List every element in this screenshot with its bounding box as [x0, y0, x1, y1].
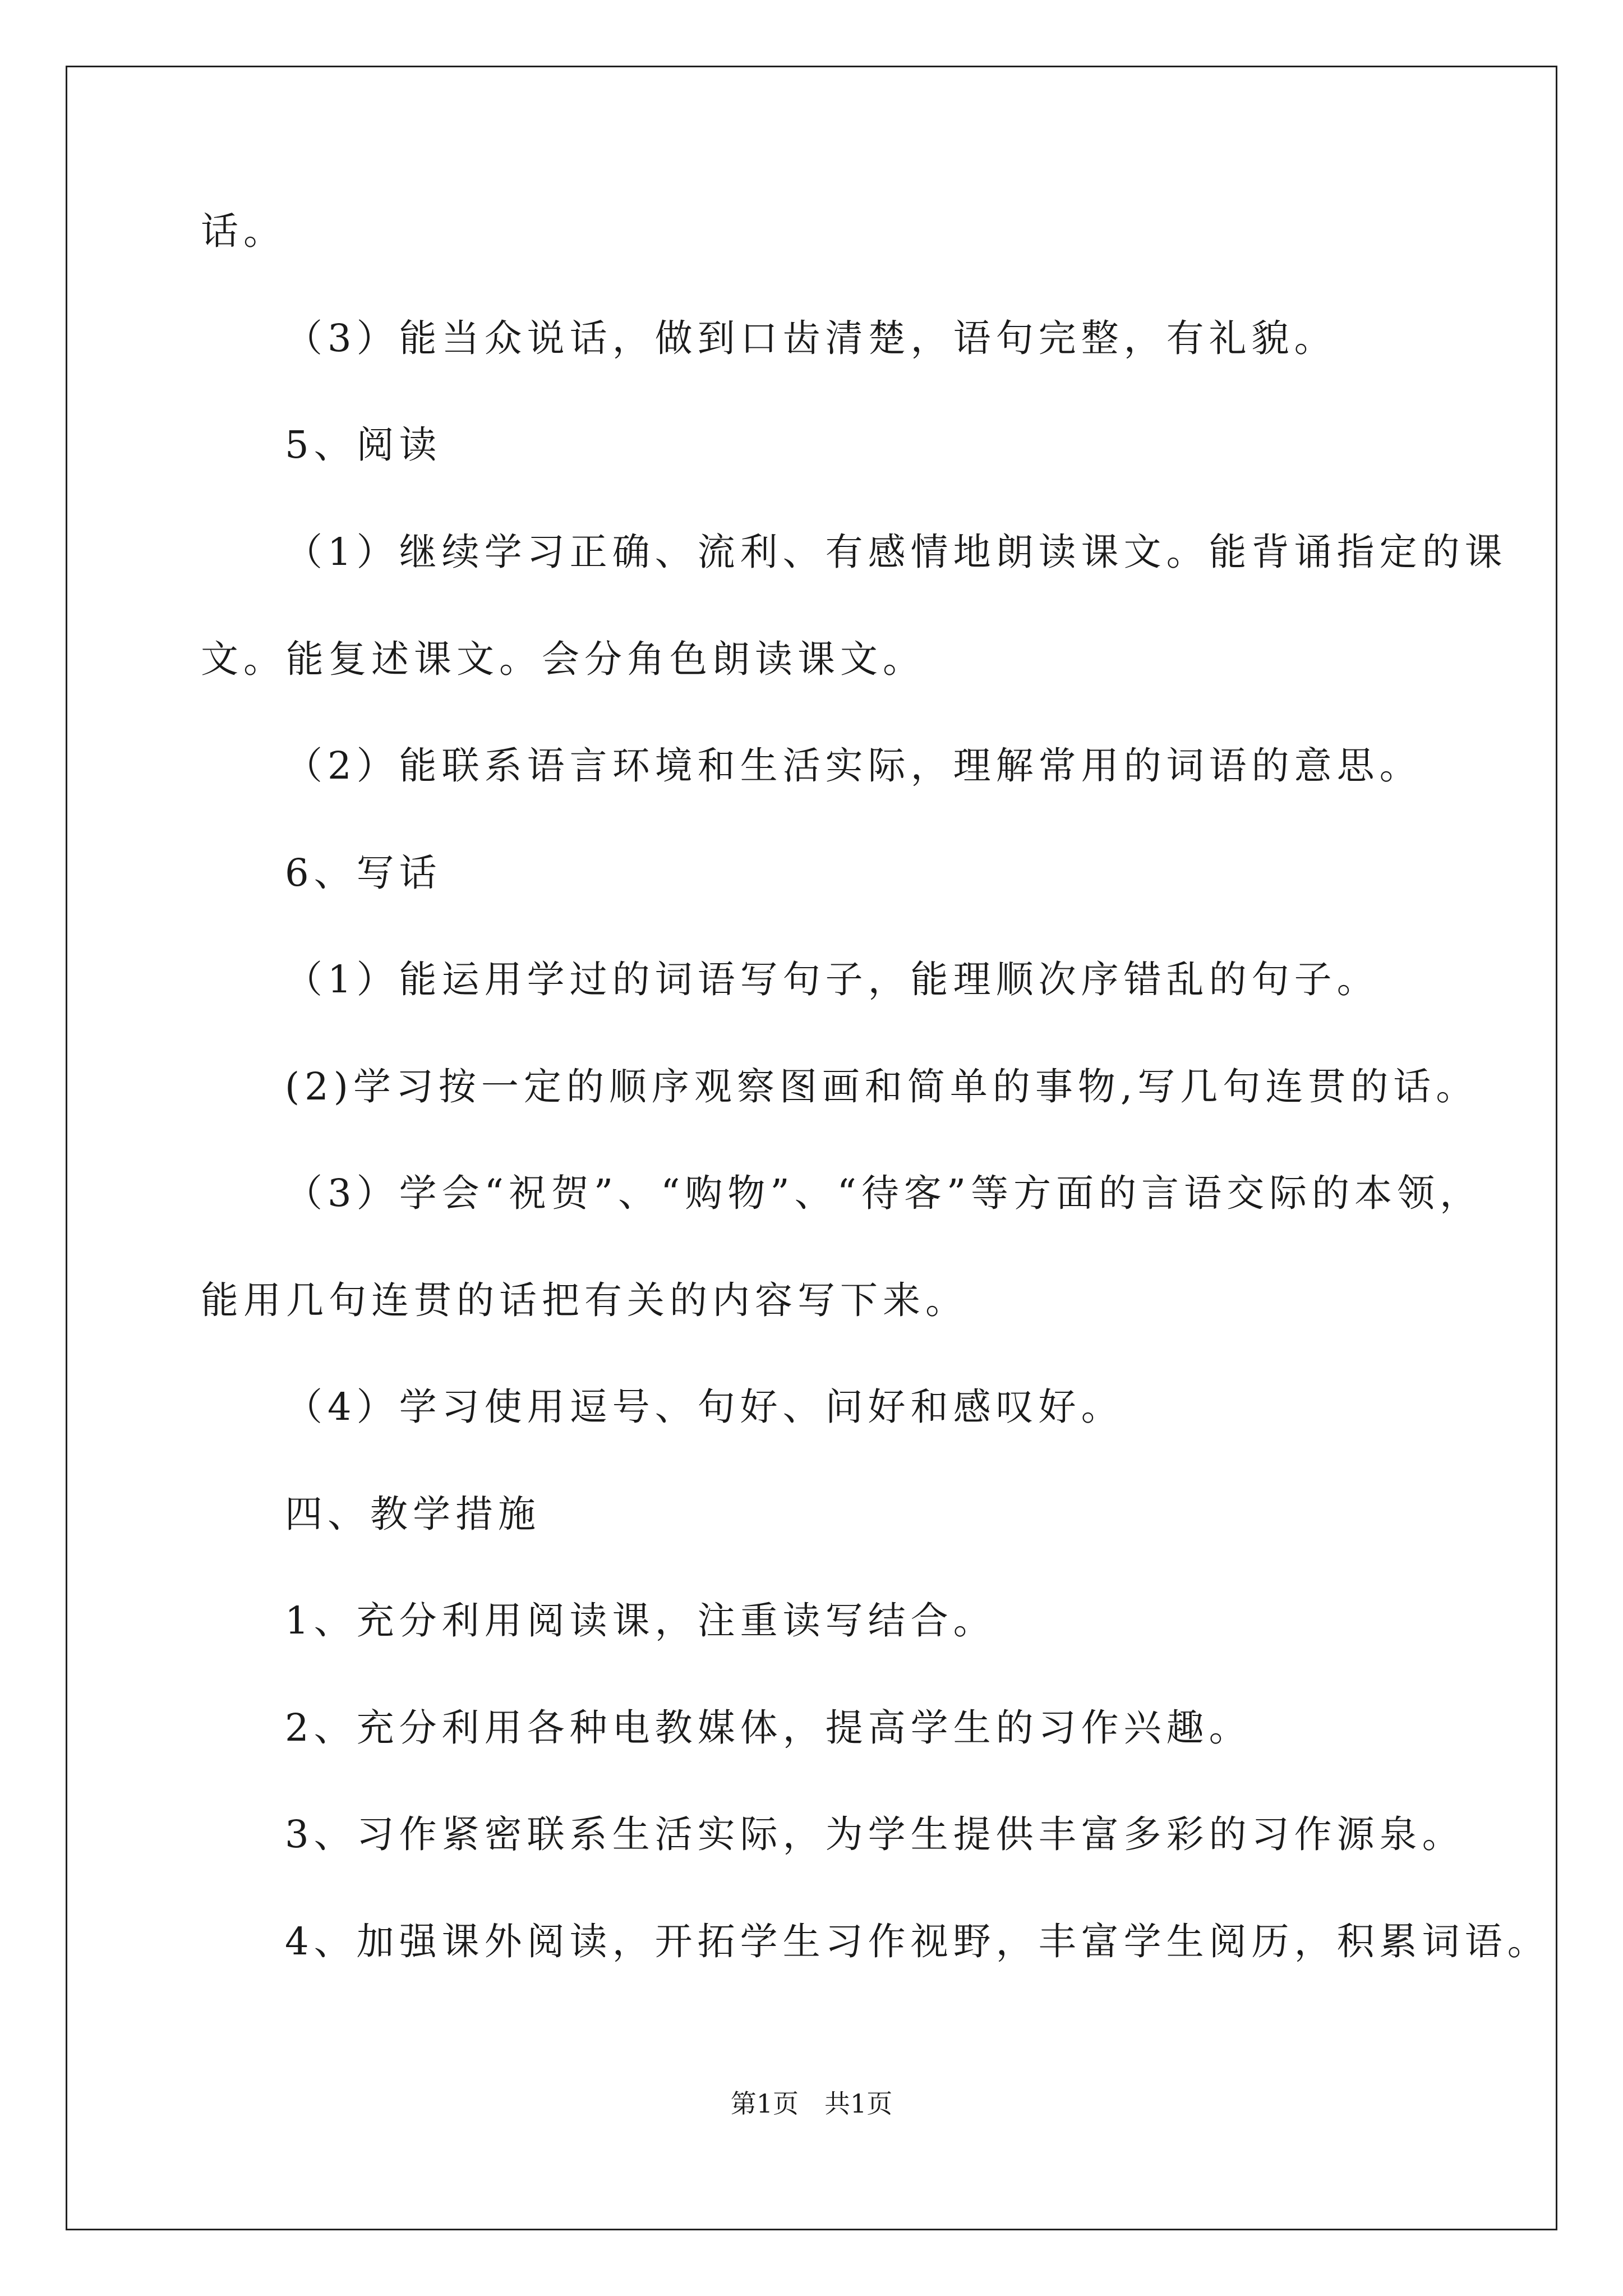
- text-line-6: （2）能联系语言环境和生活实际，理解常用的词语的意思。: [285, 744, 1422, 788]
- page-border: [66, 66, 1557, 2230]
- page-number: 第1页 共1页: [730, 2088, 893, 2119]
- section-heading-reading: 5、阅读: [285, 423, 442, 467]
- text-line-4: （1）继续学习正确、流利、有感情地朗读课文。能背诵指定的课: [285, 530, 1507, 574]
- text-line-10: （3）学会“祝贺”、“购物”、“待客”等方面的言语交际的本领，: [285, 1171, 1483, 1215]
- text-line-5: 文。能复述课文。会分角色朗读课文。: [201, 637, 925, 681]
- text-line-12: （4）学习使用逗号、句好、问好和感叹好。: [285, 1385, 1124, 1429]
- section-heading-measures: 四、教学措施: [285, 1492, 541, 1536]
- text-line-14: 1、充分利用阅读课，注重读写结合。: [285, 1599, 996, 1642]
- text-line-1: 话。: [201, 209, 286, 253]
- text-line-8: （1）能运用学过的词语写句子，能理顺次序错乱的句子。: [285, 958, 1380, 1001]
- text-line-15: 2、充分利用各种电教媒体，提高学生的习作兴趣。: [285, 1706, 1252, 1750]
- text-line-2: （3）能当众说话，做到口齿清楚，语句完整，有礼貌。: [285, 316, 1337, 360]
- section-heading-writing: 6、写话: [285, 851, 442, 895]
- text-line-11: 能用几句连贯的话把有关的内容写下来。: [201, 1278, 968, 1322]
- text-line-9: (2)学习按一定的顺序观察图画和简单的事物,写几句连贯的话。: [285, 1065, 1479, 1108]
- text-line-16: 3、习作紧密联系生活实际，为学生提供丰富多彩的习作源泉。: [285, 1812, 1465, 1856]
- text-line-17: 4、加强课外阅读，开拓学生习作视野，丰富学生阅历，积累词语。: [285, 1920, 1550, 1963]
